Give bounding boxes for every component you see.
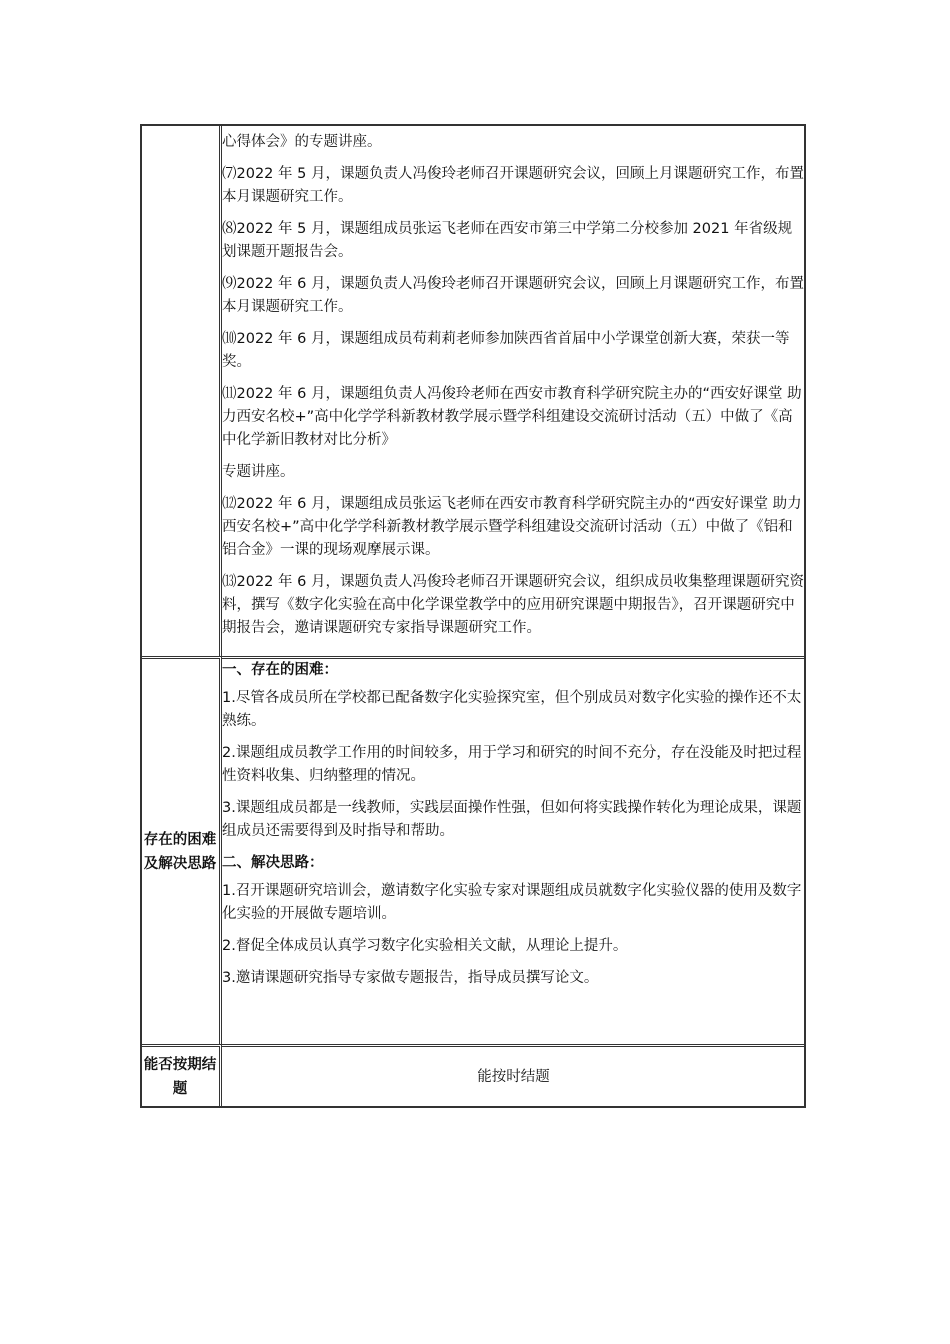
solutions-heading: 二、解决思路： [222,855,324,871]
completion-row [141,1044,805,1107]
progress-item: ⑿2022 年 6 月，课题组成员张运飞老师在西安市教育科学研究院主办的“西安好课堂 助力西安名校+”高中化学学科新教材教学展示暨学科组建设交流研讨活动（五）中做了《铝和铝合金》一课的现场观摩展示课。 [222,496,802,558]
completion-value: 能按时结题 [222,1044,805,1107]
solution-item: 3.邀请课题研究指导专家做专题报告，指导成员撰写论文。 [222,970,599,986]
progress-item: ⑽2022 年 6 月，课题组成员苟莉莉老师参加陕西省首届中小学课堂创新大赛，荣获一等奖。 [222,331,790,370]
progress-item: ⒀2022 年 6 月，课题负责人冯俊玲老师召开课题研究会议，组织成员收集整理课题研究资料，撰写《数字化实验在高中化学课堂教学中的应用研究课题中期报告》，召开课题研究中期报告会，邀请课题研究专家指导课题研究工作。 [222,574,804,636]
difficulties-content-cell [222,656,805,1044]
progress-item: 心得体会》的专题讲座。 [222,134,382,150]
problem-item: 1.尽管各成员所在学校都已配备数字化实验探究室，但个别成员对数字化实验的操作还不太熟练。 [222,690,802,729]
problem-item: 3.课题组成员都是一线教师，实践层面操作性强，但如何将实践操作转化为理论成果，课题组成员还需要得到及时指导和帮助。 [222,800,802,839]
progress-item: ⑼2022 年 6 月，课题负责人冯俊玲老师召开课题研究会议，回顾上月课题研究工作，布置本月课题研究工作。 [222,276,804,315]
problem-item: 2.课题组成员教学工作用的时间较多，用于学习和研究的时间不充分，存在没能及时把过程性资料收集、归纳整理的情况。 [222,745,802,784]
difficulties-row [141,656,805,1044]
solution-item: 1.召开课题研究培训会，邀请数字化实验专家对课题组成员就数字化实验仪器的使用及数字化实验的开展做专题培训。 [222,883,802,922]
solution-item: 2.督促全体成员认真学习数字化实验相关文献，从理论上提升。 [222,938,628,954]
completion-label: 能否按期结题 [141,1044,222,1107]
difficulties-label: 存在的困难及解决思路 [141,656,222,1044]
report-table [140,124,806,1108]
progress-item: ⑺2022 年 5 月，课题负责人冯俊玲老师召开课题研究会议，回顾上月课题研究工作，布置本月课题研究工作。 [222,166,804,205]
difficulties-heading: 一、存在的困难： [222,662,338,678]
progress-row [141,125,805,656]
progress-item: ⑻2022 年 5 月，课题组成员张运飞老师在西安市第三中学第二分校参加 2021 年省级规划课题开题报告会。 [222,221,793,260]
progress-item: ⑾2022 年 6 月，课题组负责人冯俊玲老师在西安市教育科学研究院主办的“西安好课堂 助力西安名校+”高中化学学科新教材教学展示暨学科组建设交流研讨活动（五）中做了《高中化学新旧教材对比分析》 [222,386,802,448]
progress-label-cell [141,125,222,656]
progress-item: 专题讲座。 [222,464,295,480]
progress-content-cell [222,125,805,656]
